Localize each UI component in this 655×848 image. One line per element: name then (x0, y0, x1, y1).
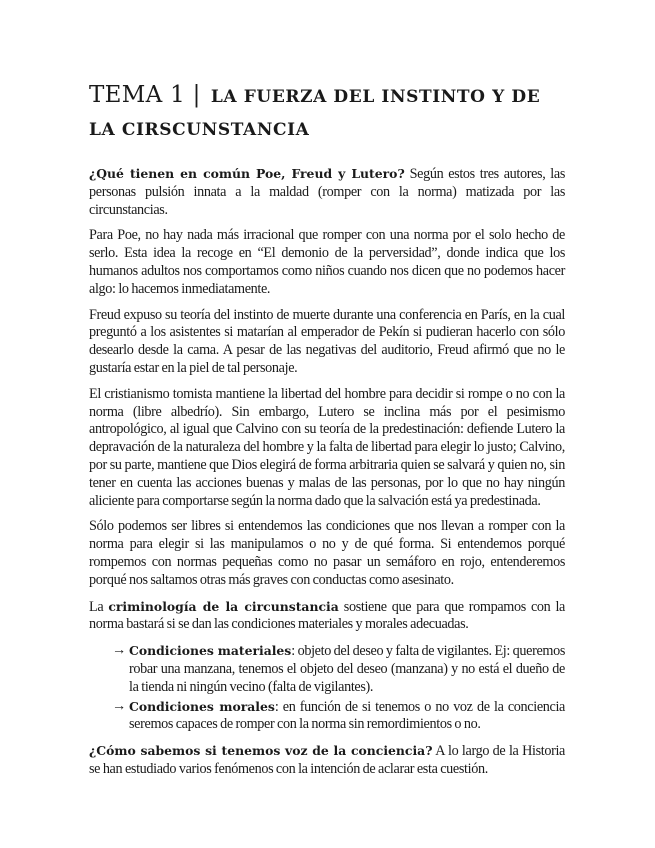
list-item-morales (112, 698, 565, 735)
arrow-right-icon: → (112, 697, 126, 714)
document-body (89, 165, 565, 779)
paragraph-conciencia (89, 742, 565, 779)
criminologia-term: criminología de la circunstancia (108, 598, 339, 614)
list-item-materiales (112, 642, 565, 696)
paragraph-intro (89, 165, 565, 219)
conditions-list (89, 642, 565, 734)
criminologia-prefix: La (89, 598, 109, 615)
paragraph-freud: Freud expuso su teoría del instinto de muerte durante una conferencia en París, en la cual preguntó a los asistentes si matarían al emperador de Pekín si pudieran hacerlo con sólo desearlo desde la cama. A pesar de las negativas del auditorio, Freud afirmó que no le gustaría estar en la piel de tal personaje. (89, 306, 565, 376)
list-item-term: Condiciones materiales (129, 643, 292, 659)
title-text: LA FUERZA DEL INSTINTO Y DE LA CIRSCUNSTANCIA (89, 87, 541, 140)
page-title (89, 78, 565, 144)
paragraph-criminologia (89, 598, 565, 635)
arrow-right-icon: → (112, 642, 126, 659)
conciencia-text: A lo largo de la Historia se han estudiado varios fenómenos con la intención de aclarar esta cuestión. (89, 743, 565, 777)
conciencia-question: ¿Cómo sabemos si tenemos voz de la conciencia? (89, 743, 433, 759)
list-item-text: : objeto del deseo y falta de vigilantes. Ej: queremos robar una manzana, tenemos el objeto del deseo (manzana) y no está el dueño de la tienda ni ningún vecino (falta de vigilantes). (129, 643, 566, 695)
paragraph-poe: Para Poe, no hay nada más irracional que romper con una norma por el solo hecho de serlo. Esta idea la recoge en “El demonio de la perversidad”, donde indica que los humanos adultos nos comportamos como niños cuando nos dicen que no podemos hacer algo: lo hacemos inmediatamente. (89, 227, 565, 297)
list-item-text: : en función de si tenemos o no voz de la conciencia seremos capaces de romper con la norma sin remordimientos o no. (129, 698, 565, 733)
document-page (89, 78, 565, 787)
paragraph-libertad: Sólo podemos ser libres si entendemos las condiciones que nos llevan a romper con la norma para elegir si las manipulamos o no y de qué forma. Si entendemos porqué rompemos con normas pequeñas como no pasar un semáforo en rojo, entenderemos porqué nos saltamos otras más graves con conductas como asesinato. (89, 518, 565, 588)
title-number: TEMA 1 | (89, 82, 201, 108)
list-item-term: Condiciones morales (129, 698, 275, 714)
intro-question: ¿Qué tienen en común Poe, Freud y Lutero? (89, 166, 405, 181)
intro-text: Según estos tres autores, las personas pulsión innata a la maldad (romper con la norma) matizada por las circunstancias. (89, 166, 566, 218)
criminologia-text: sostiene que para que rompamos con la norma bastará si se dan las condiciones materiales y morales adecuadas. (89, 598, 565, 633)
paragraph-cristianismo: El cristianismo tomista mantiene la libertad del hombre para decidir si rompe o no con la norma (libre albedrío). Sin embargo, Lutero se inclina más por el pesimismo antropológico, al igual que Calvino con su teoría de la predestinación: defiende Lutero la depravación de la naturaleza del hombre y la falta de libertad para elegir lo justo; Calvino, por su parte, mantiene que Dios elegirá de forma arbitraria quien se salvará y quien no, sin tener en cuenta las acciones buenas y malas de las personas, por lo que no hay ningún aliciente para comportarse según la norma dado que la salvación está ya predestinada. (89, 385, 565, 509)
